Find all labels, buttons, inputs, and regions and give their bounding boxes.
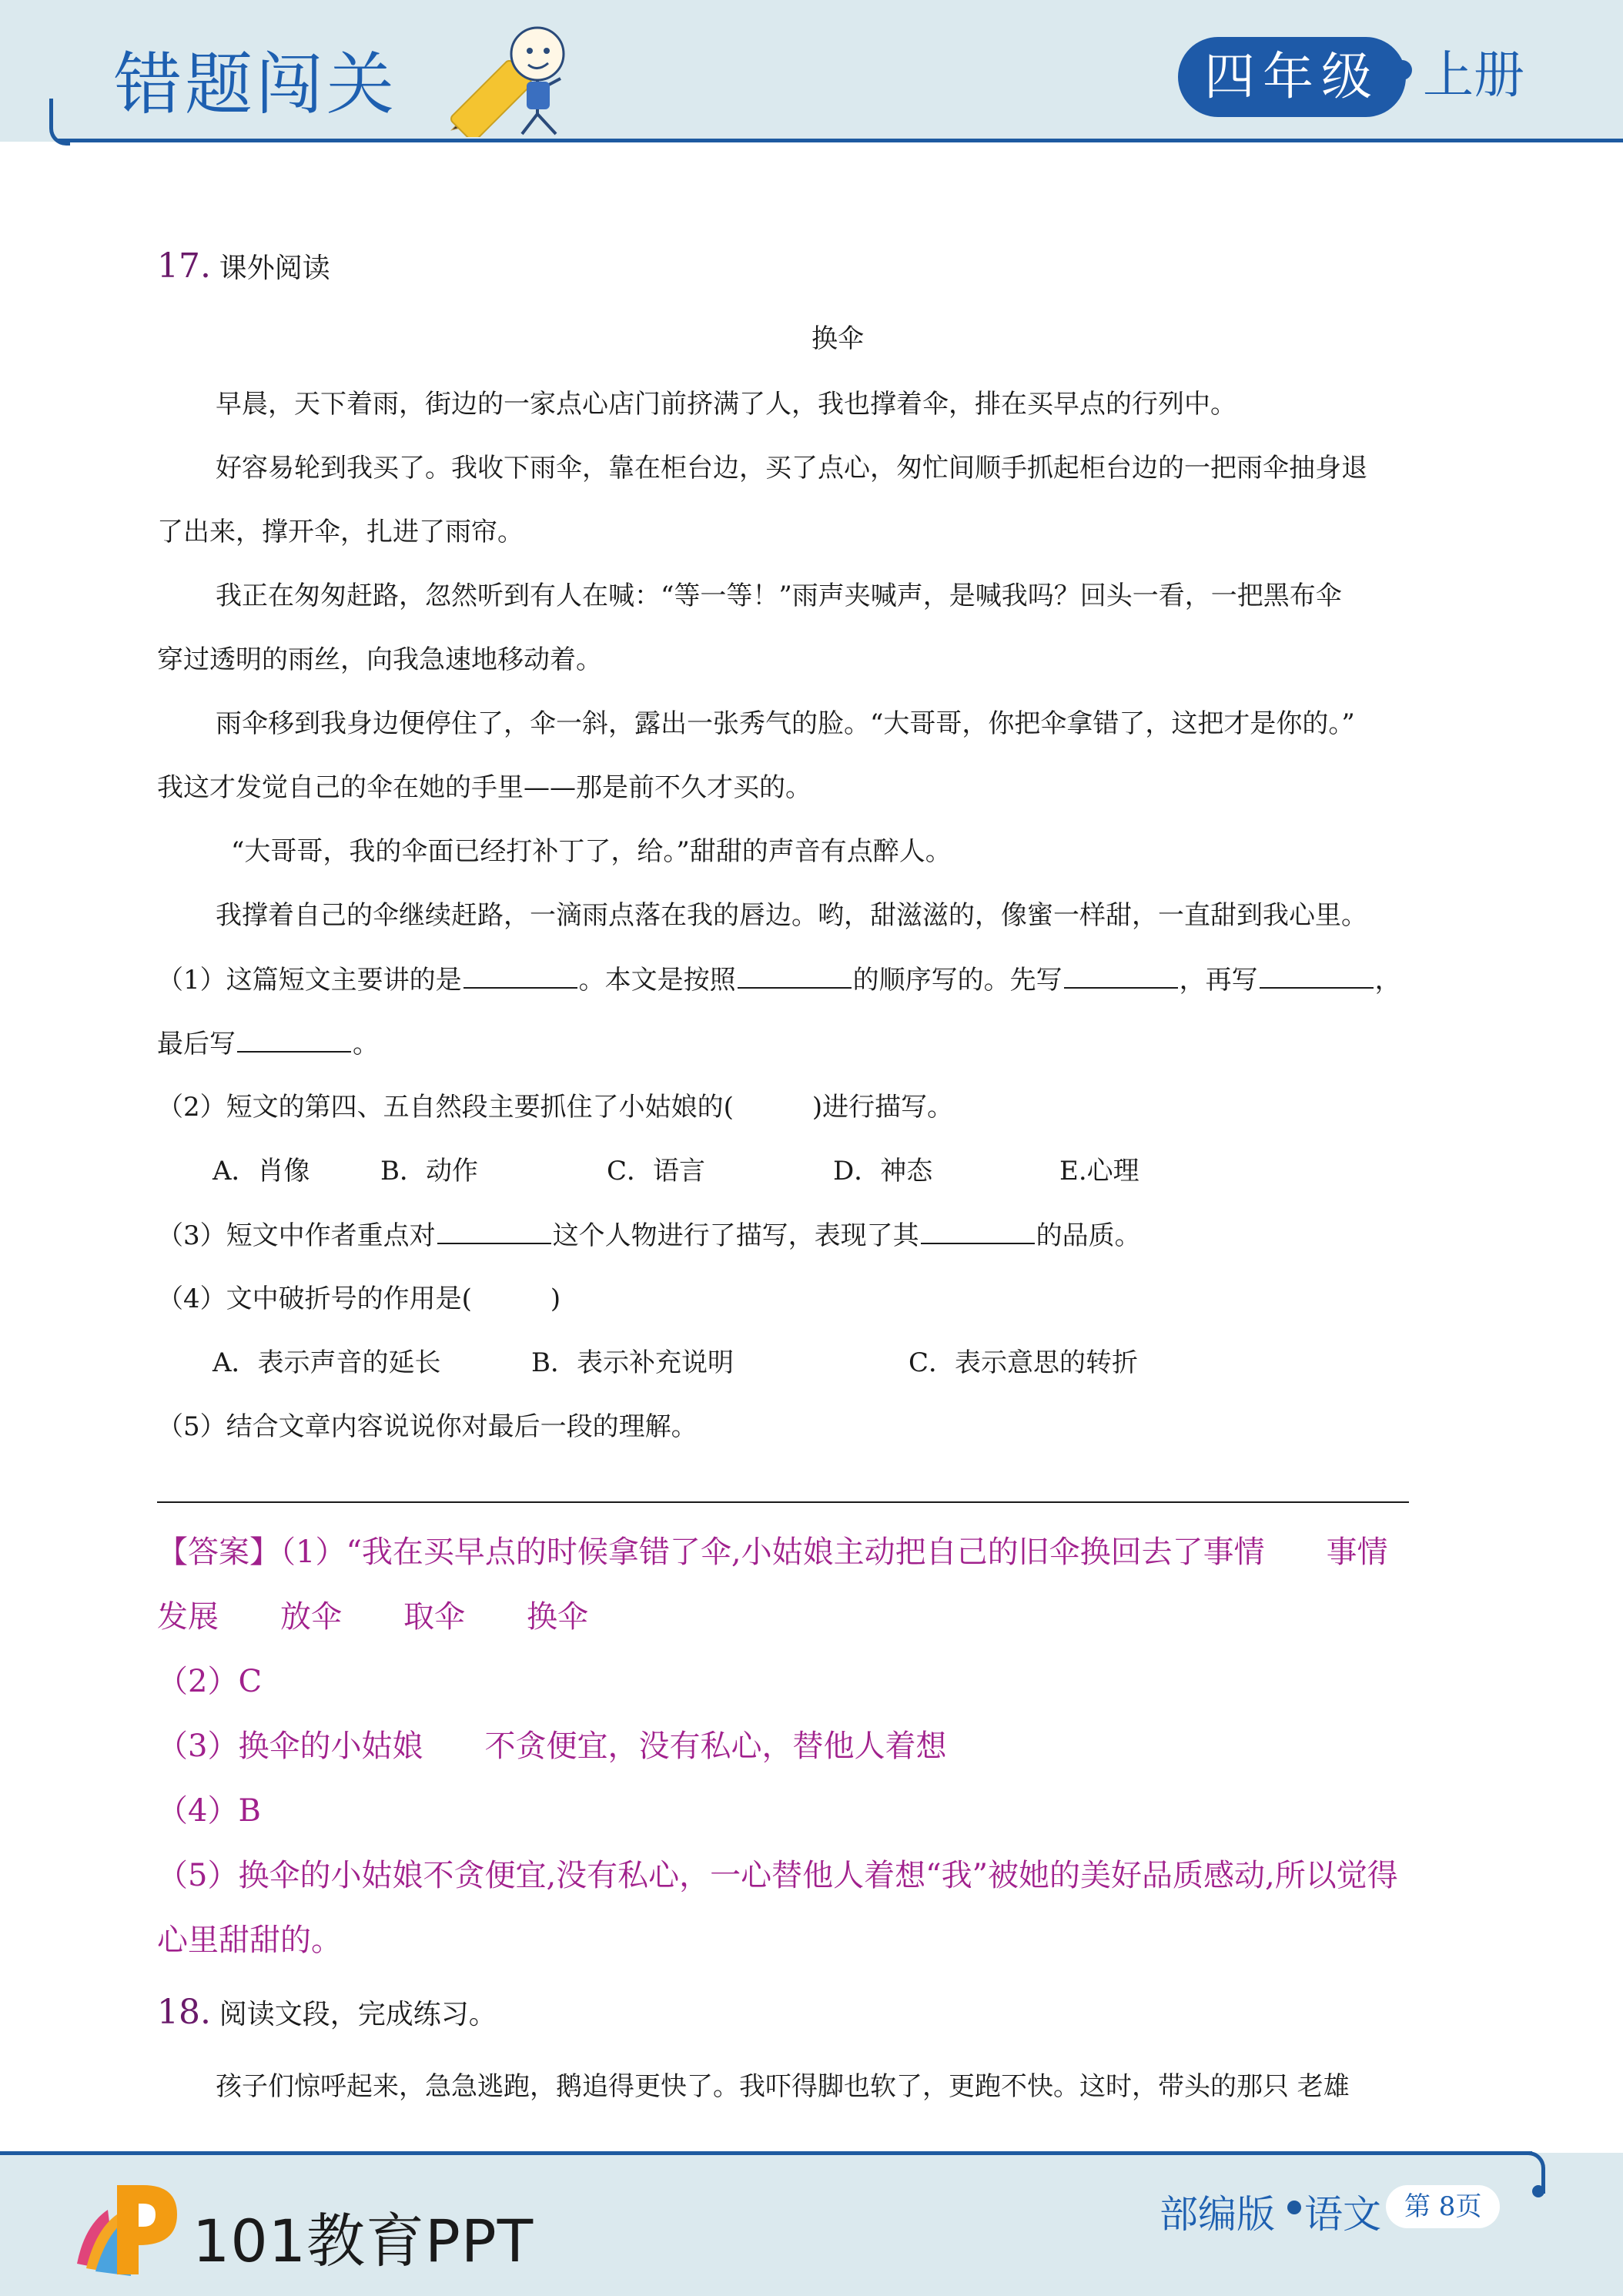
grade-separator-dot [1392,60,1412,80]
footer-dot-decoration [1532,2185,1544,2197]
passage-line: 我正在匆匆赶路，忽然听到有人在喊：“等一等！”雨声夹喊声，是喊我吗？回头一看，一把黑布伞 [216,581,1342,611]
answer-blank [738,964,852,989]
header-divider [57,139,1623,142]
answer-blank [463,964,577,989]
brand-logo-icon [69,2179,185,2279]
sub-question-3: （3）短文中作者重点对 这个人物进行了描写，表现了其 的品质。 [157,1220,1141,1251]
passage-line: 穿过透明的雨丝，向我急速地移动着。 [157,644,602,675]
answer-blank [1064,964,1178,989]
sub-question-2-option: E.心理 [1059,1156,1139,1186]
answer-line [157,1501,1409,1503]
sub-question-2: （2）短文的第四、五自然段主要抓住了小姑娘的( )进行描写。 [157,1092,954,1123]
passage-line: 好容易轮到我买了。我收下雨伞，靠在柜台边，买了点心，匆忙间顺手抓起柜台边的一把雨伞抽身退 [216,453,1367,484]
header-hook-decoration [49,99,70,146]
question-title: 课外阅读 [219,253,330,284]
question-number: 17. [157,246,211,286]
answer-5: （5）换伞的小姑娘不贪便宜,没有私心，一心替他人着想“我”被她的美好品质感动,所以觉得 [157,1858,1398,1893]
answer-1: 【答案】（1）“我在买早点的时候拿错了伞,小姑娘主动把自己的旧伞换回去了事情 事情 [157,1535,1388,1570]
question-18-heading [157,1993,497,2033]
brand-name: 101教育PPT [192,2207,534,2275]
answer-blank [921,1220,1035,1244]
answer-4: （4）B [157,1793,261,1829]
answer-1-cont: 发展 放伞 取伞 换伞 [157,1599,588,1635]
sub-question-4-option: C．表示意思的转折 [909,1347,1139,1378]
question-number: 18. [157,1993,211,2032]
passage-line: 早晨，天下着雨，街边的一家点心店门前挤满了人，我也撑着伞，排在买早点的行列中。 [216,389,1236,420]
sub-question-2-option: D．神态 [833,1156,933,1186]
answer-blank [237,1028,351,1053]
answer-2: （2）C [157,1664,263,1699]
passage-line: 雨伞移到我身边便停住了，伞一斜，露出一张秀气的脸。“大哥哥，你把伞拿错了，这把才是你的。” [216,708,1355,739]
answer-tag: 【答案】 [157,1535,280,1570]
passage-line: 我这才发觉自己的伞在她的手里——那是前不久才买的。 [157,772,812,803]
sub-question-2-option: A．肖像 [212,1156,310,1186]
sub-question-2-option: B．动作 [380,1156,478,1186]
answer-5-cont: 心里甜甜的。 [157,1923,342,1958]
header-title: 错题闯关 [114,45,398,124]
answer-blank [437,1220,551,1244]
sub-question-4: （4）文中破折号的作用是( ) [157,1284,561,1314]
question-17-heading [157,246,330,287]
subject-label: 语文 [1304,2192,1381,2237]
passage-line: “大哥哥，我的伞面已经打补丁了，给。”甜甜的声音有点醉人。 [231,836,952,867]
edition-separator-dot [1287,2201,1301,2214]
term-label: 上册 [1423,45,1524,105]
passage-line: 我撑着自己的伞继续赶路，一滴雨点落在我的唇边。哟，甜滋滋的，像蜜一样甜，一直甜到我心里。 [216,900,1367,931]
passage-line: 孩子们惊呼起来，急急逃跑，鹅追得更快了。我吓得脚也软了，更跑不快。这时，带头的那只 老雄 [216,2071,1350,2102]
sub-question-1-cont: 最后写 。 [157,1029,379,1059]
question-title: 阅读文段，完成练习。 [219,1999,497,2030]
passage-line: 了出来，撑开伞，扎进了雨帘。 [157,517,524,547]
sub-question-5: （5）结合文章内容说说你对最后一段的理解。 [157,1411,698,1442]
sub-question-1: （1）这篇短文主要讲的是 。本文是按照 的顺序写的。先写 ，再写 ， [157,965,1401,996]
sub-question-4-option: B．表示补充说明 [531,1347,734,1378]
answer-3: （3）换伞的小姑娘 不贪便宜，没有私心，替他人着想 [157,1729,947,1764]
sub-question-4-option: A．表示声音的延长 [212,1347,441,1378]
footer-divider [0,2151,1532,2155]
pencil-mascot-icon [445,14,591,137]
grade-badge: 四年级 [1178,37,1406,117]
page-number: 第 8页 [1386,2185,1500,2228]
passage-title: 换伞 [812,323,864,354]
sub-question-2-option: C．语言 [607,1156,706,1186]
edition-label: 部编版 [1160,2192,1275,2237]
answer-blank [1260,964,1374,989]
